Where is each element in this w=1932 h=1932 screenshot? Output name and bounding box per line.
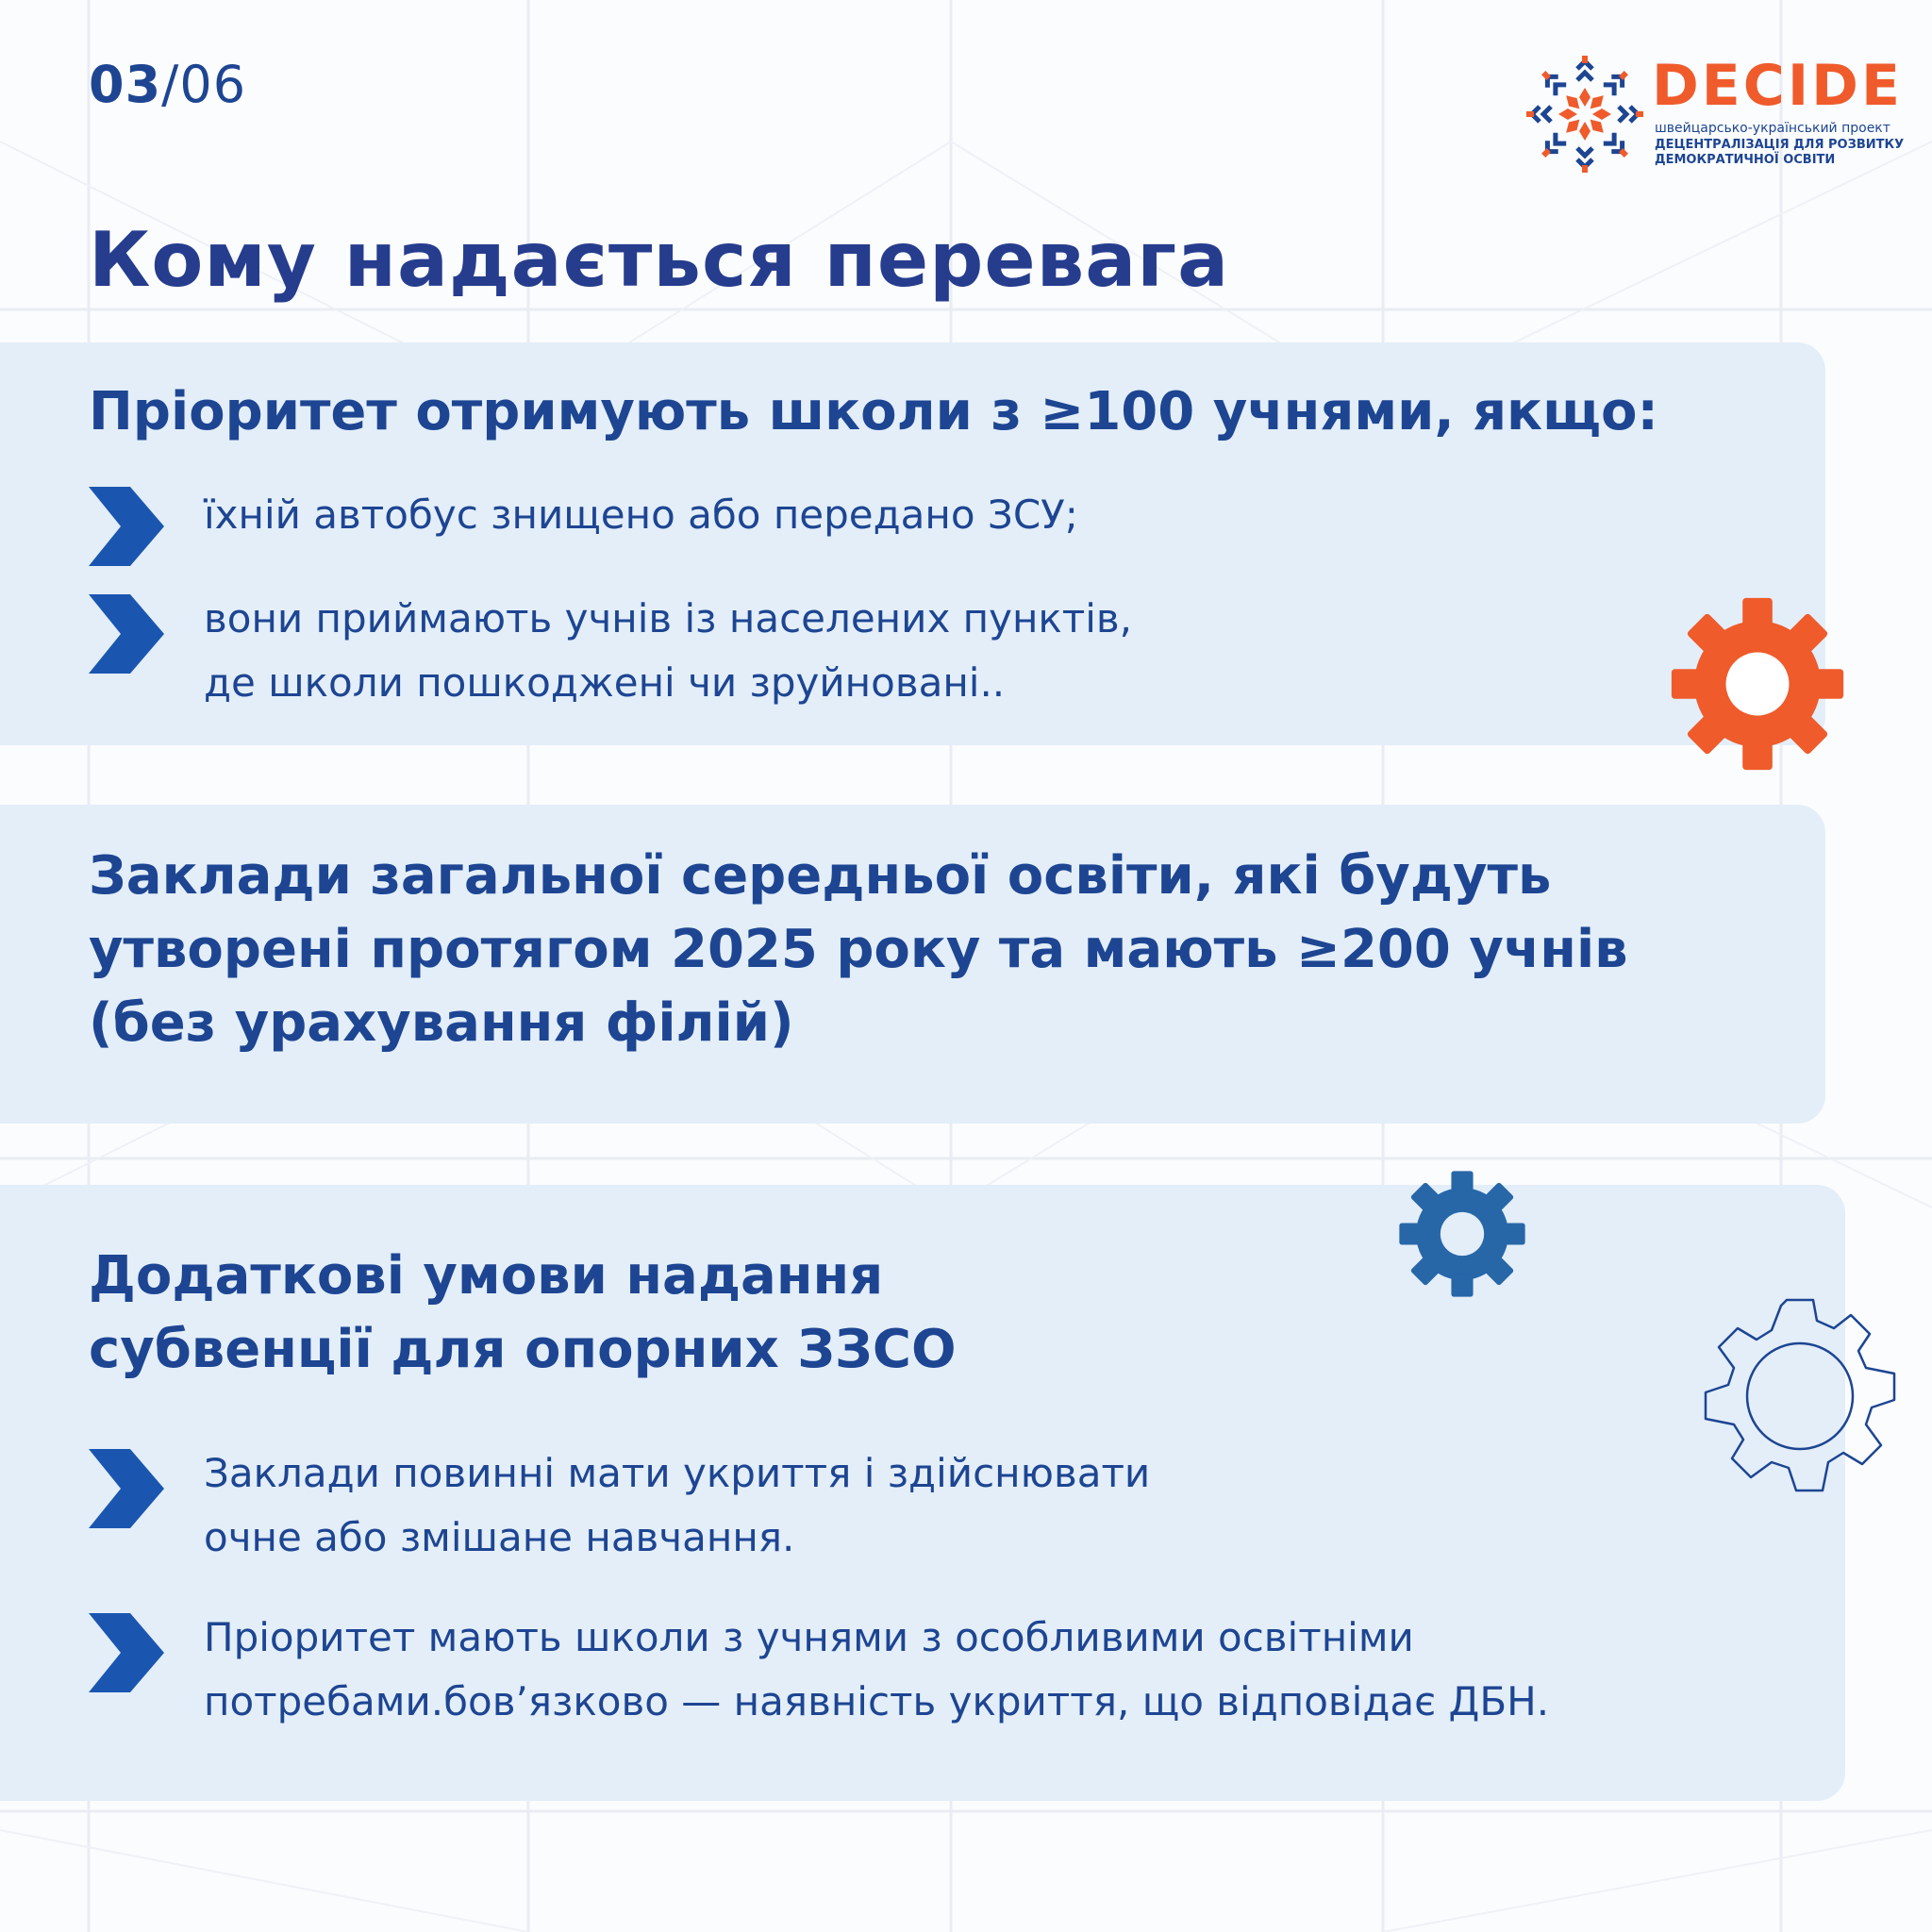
gear-icon bbox=[1670, 596, 1845, 772]
heading-line: утворені протягом 2025 року та мають ≥200 учнів bbox=[89, 919, 1628, 980]
decide-logo bbox=[1524, 53, 1905, 175]
page-current: 03 bbox=[89, 55, 162, 114]
chevron-right-icon bbox=[89, 1449, 164, 1528]
chevron-right-icon bbox=[89, 487, 164, 566]
list-item bbox=[89, 594, 1132, 715]
bullet-text-line-2: де школи пошкоджені чи зруйновані.. bbox=[204, 659, 1006, 706]
heading-line: Додаткові умови надання bbox=[89, 1245, 884, 1307]
chevron-right-icon bbox=[89, 1613, 164, 1692]
gear-icon bbox=[1398, 1170, 1526, 1298]
list-item bbox=[89, 1449, 1150, 1570]
chevron-right-icon bbox=[89, 594, 164, 674]
list-item bbox=[89, 1613, 1549, 1734]
priority-heading: Пріоритет отримують школи з ≥100 учнями, якщо: bbox=[89, 381, 1658, 442]
heading-line: субвенції для опорних ЗЗСО bbox=[89, 1319, 957, 1380]
bullet-text-line-2: потребами.бов’язково — наявність укриття, що відповідає ДБН. bbox=[204, 1678, 1550, 1724]
new-schools-heading bbox=[89, 840, 1628, 1060]
logo-subtitle-3: ДЕМОКРАТИЧНОЇ ОСВІТИ bbox=[1655, 153, 1836, 167]
logo-subtitle-1: швейцарсько-український проект bbox=[1655, 121, 1890, 136]
logo-subtitle-2: ДЕЦЕНТРАЛІЗАЦІЯ ДЛЯ РОЗВИТКУ bbox=[1655, 138, 1905, 152]
page-total: 06 bbox=[179, 55, 247, 114]
snowflake-logo-icon bbox=[1524, 53, 1646, 175]
bullet-text-line-1: Пріоритет мають школи з учнями з особливими освітніми bbox=[204, 1614, 1414, 1660]
additional-conditions-heading bbox=[89, 1240, 957, 1387]
page-title: Кому надається перевага bbox=[89, 216, 1230, 304]
list-item bbox=[89, 487, 1078, 566]
page-separator: / bbox=[161, 55, 180, 114]
heading-line: (без урахування філій) bbox=[89, 992, 794, 1054]
logo-title: DECIDE bbox=[1652, 53, 1903, 119]
bullet-text: їхній автобус знищено або передано ЗСУ; bbox=[204, 491, 1078, 538]
bullet-text-line-1: вони приймають учнів із населених пунктів, bbox=[204, 595, 1133, 641]
bullet-text-line-1: Заклади повинні мати укриття і здійснювати bbox=[204, 1450, 1151, 1496]
gear-outline-icon bbox=[1698, 1294, 1902, 1498]
page-counter bbox=[89, 55, 246, 114]
heading-line: Заклади загальної середньої освіти, які будуть bbox=[89, 845, 1552, 907]
bullet-text-line-2: очне або змішане навчання. bbox=[204, 1514, 795, 1560]
